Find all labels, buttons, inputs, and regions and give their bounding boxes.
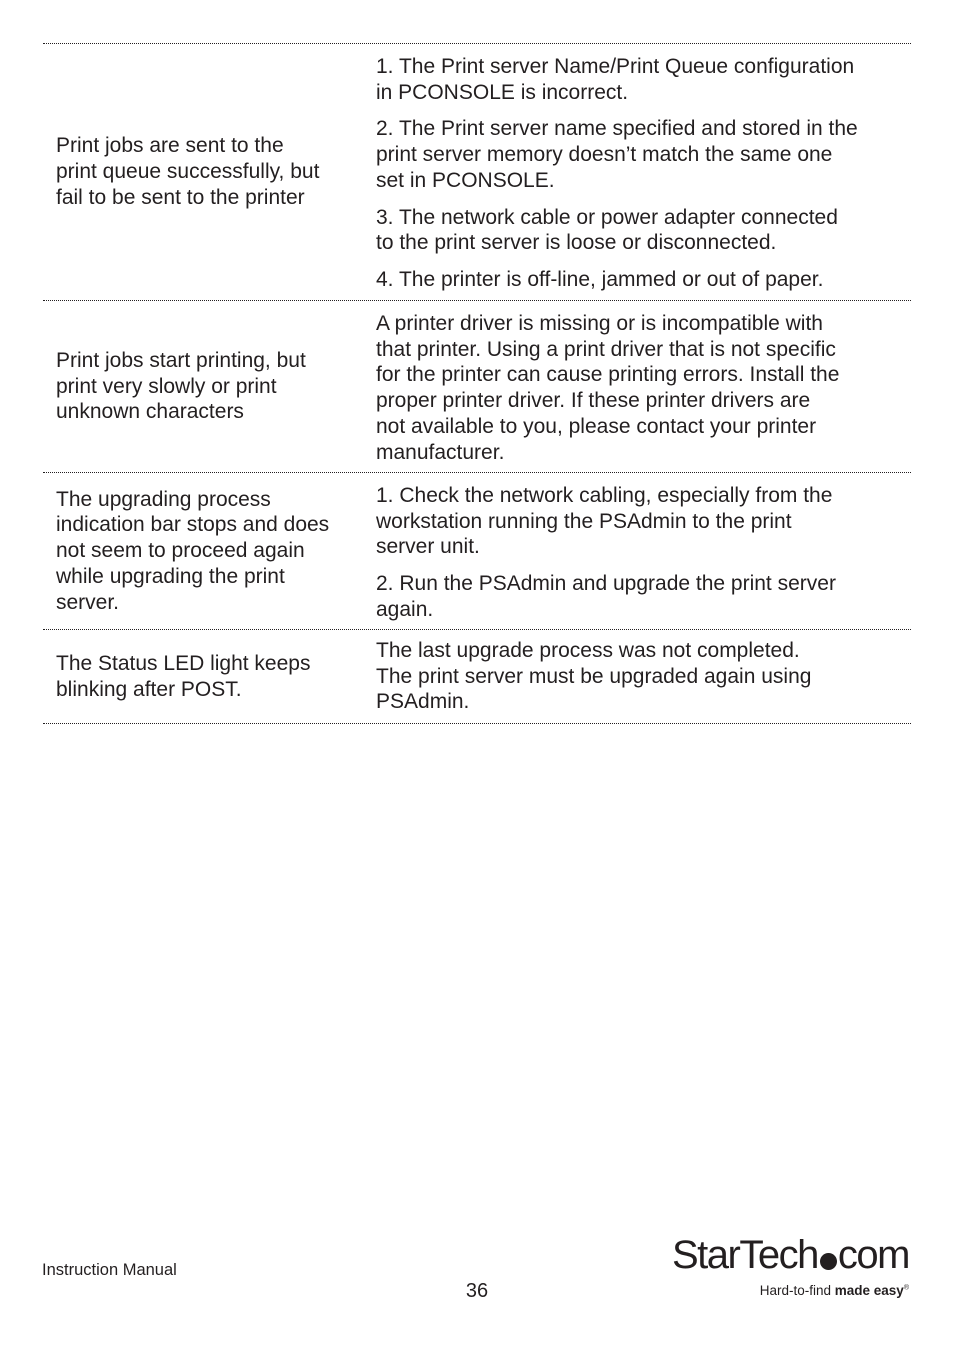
solution-text-line: to the print server is loose or disconnected. <box>376 231 777 255</box>
solution-text-line: The last upgrade process was not completed. <box>376 639 800 662</box>
solution-text-line: workstation running the PSAdmin to the print <box>376 509 792 533</box>
solution-cell <box>369 630 911 723</box>
solution-cell <box>369 473 911 629</box>
table-row <box>43 630 911 723</box>
solution-text-line: print server memory doesn’t match the same one <box>376 143 833 167</box>
solution-text-line: 1. Check the network cabling, especially from the <box>376 484 833 507</box>
row-divider <box>43 723 911 724</box>
problem-text-line: Print jobs are sent to the <box>56 134 284 158</box>
problem-text-line: indication bar stops and does <box>56 513 330 537</box>
solution-text-line: set in PCONSOLE. <box>376 168 555 192</box>
solution-text-line: PSAdmin. <box>376 690 470 714</box>
logo-tagline <box>760 1283 909 1298</box>
solution-text-line: manufacturer. <box>376 440 505 464</box>
logo-wordmark <box>672 1233 909 1277</box>
problem-cell <box>43 630 369 723</box>
problem-text-line: not seem to proceed again <box>56 539 305 563</box>
solution-text-line: A printer driver is missing or is incompatible with <box>376 312 823 335</box>
solution-text-line: 4. The printer is off-line, jammed or out of paper. <box>376 267 824 291</box>
solution-text-line: not available to you, please contact your printer <box>376 414 817 438</box>
solution-text-line: for the printer can cause printing errors. Install the <box>376 363 840 387</box>
tagline-light: Hard-to-find <box>759 1283 835 1298</box>
problem-text-line: unknown characters <box>56 400 244 424</box>
problem-cell <box>43 44 369 300</box>
solution-text-line: 2. The Print server name specified and stored in the <box>376 117 858 141</box>
troubleshooting-table <box>43 43 911 724</box>
tagline-bold: made easy <box>834 1283 904 1298</box>
problem-text-line: blinking after POST. <box>56 677 242 701</box>
solution-item <box>376 205 911 256</box>
solution-text-line: server unit. <box>376 535 480 559</box>
solution-cell <box>369 44 911 300</box>
logo-dot-icon <box>820 1253 837 1270</box>
solution-item <box>376 571 911 622</box>
startech-logo <box>672 1233 912 1305</box>
problem-cell <box>43 473 369 629</box>
solution-text-line: 3. The network cable or power adapter connected <box>376 205 838 229</box>
solution-item <box>376 483 911 560</box>
problem-text-line: The Status LED light keeps <box>56 651 311 675</box>
solution-text-line: in PCONSOLE is incorrect. <box>376 80 629 104</box>
problem-text-line: Print jobs start printing, but <box>56 348 306 372</box>
problem-text-line: print queue successfully, but <box>56 160 320 184</box>
document-label: Instruction Manual <box>42 1261 177 1279</box>
solution-item <box>376 638 911 715</box>
problem-text-line: The upgrading process <box>56 487 271 511</box>
registered-mark: ® <box>903 1284 909 1292</box>
logo-suffix: com <box>837 1233 909 1277</box>
problem-text-line: fail to be sent to the printer <box>56 185 305 209</box>
solution-item <box>376 267 911 293</box>
problem-cell <box>43 301 369 472</box>
solution-text-line: that printer. Using a print driver that is not specific <box>376 337 836 361</box>
solution-text-line: 1. The Print server Name/Print Queue configuration <box>376 55 855 78</box>
solution-item <box>376 311 911 465</box>
solution-text-line: The print server must be upgraded again using <box>376 664 812 688</box>
page-number: 36 <box>465 1280 489 1302</box>
logo-name: StarTech <box>672 1233 818 1277</box>
problem-text-line: server. <box>56 590 120 614</box>
problem-text-line: while upgrading the print <box>56 564 285 588</box>
table-row <box>43 44 911 300</box>
solution-text-line: proper printer driver. If these printer drivers are <box>376 389 811 413</box>
solution-item <box>376 54 911 105</box>
problem-text-line: print very slowly or print <box>56 374 277 398</box>
table-row <box>43 473 911 629</box>
solution-cell <box>369 301 911 472</box>
solution-item <box>376 116 911 193</box>
solution-text-line: 2. Run the PSAdmin and upgrade the print server <box>376 572 836 596</box>
table-row <box>43 301 911 472</box>
solution-text-line: again. <box>376 597 434 621</box>
